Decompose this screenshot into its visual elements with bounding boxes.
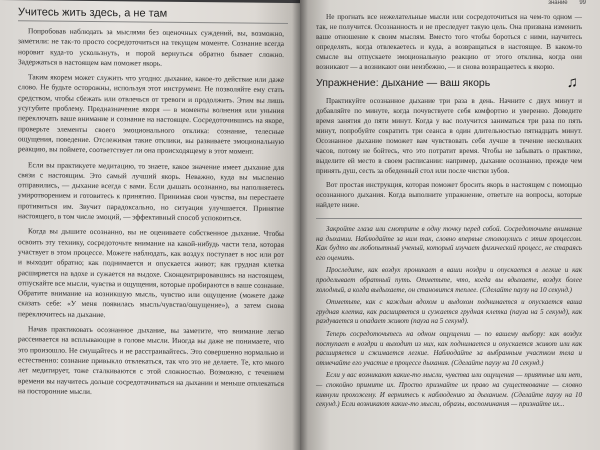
left-paragraph: Если вы практикуете медитацию, то знаете, какое значение имеет дыхание для связи с настоящим. Это самый лучший якорь. Неважно, куда вы мысленно отправились, — дыхание всегда с вами. Если дышать осознанно, вы наполняетесь умиротворением и готовитесь к принятию. Принимая свои чувства, вы перестаете противиться им. Звучит парадоксально, но ситуация улучшается. Принятие настоящего, в том числе эмоций, — эффективный способ успокоиться. — [18, 159, 284, 223]
right-body-text — [316, 12, 582, 413]
right-paragraph: Не прогнать все нежелательные мысли или сосредоточиться на чем-то одном — так, не получится. Осознанность и не преследует такую цель. Она призвана изменить ваше отношение к своим мыслям. Вместо того чтобы бороться с ними, научитесь определять, когда отвлекаетесь и куда, а возвращаться в настоящее. В каком-то смысле вы отпускаете эмоциональную реакцию от этого отклика, когда они возникают — а возникают они неизбежно, — и снова возвращаетесь к якорю. — [316, 13, 582, 71]
instruction-paragraph: Теперь сосредоточьтесь на одном ощущении — по вашему выбору: как воздух поступает в ноздри и выходит из них, как поднимается и опускается живот или как расширяется и сжимается легкие. Наблюдайте за выбранным участком тела и отмечайте его участие в процессе дыхания. (Сделайте паузу на 10 секунд.) — [316, 329, 582, 367]
book-gutter — [292, 0, 308, 450]
left-paragraph: Попробовав наблюдать за мыслями без оценочных суждений, вы, возможно, заметили: не так-то просто сосредоточиться на текущем моменте. Сознание всегда норовит куда-то ускользнуть, и порой вернуться обратно бывает сложно. Задержаться в настоящем вам поможет якорь. — [18, 26, 284, 68]
right-header-text: знание — [548, 0, 568, 6]
right-page — [300, 0, 600, 450]
left-running-header: Учитесь жить здесь, а не там — [18, 6, 288, 24]
page-number: 99 — [579, 0, 586, 6]
left-paragraph: Когда вы дышите осознанно, вы не оцениваете собственное дыхание. Чтобы освоить эту технику, сосредоточьте внимание на какой-нибудь части тела, которая участвует в этом процессе. Можете наблюдать, как воздух поступает в нос или рот и выходит обратно; как поднимается и опускается живот; как грудная клетка расширяется на вдохе и сужается на выдохе. Сконцентрировавшись на настоящем, отпускайте все мысли, чувства и ощущения, которые пробираются в ваше сознание. Обратите внимание на возникшую мысль, чувство или ощущение (можете даже сказать себе: «У меня появилась мысль/чувство/ощущение»), а затем снова переключитесь на дыхание. — [18, 226, 284, 319]
left-body-text — [18, 26, 284, 404]
exercise-instructions — [316, 218, 582, 410]
right-running-header — [310, 0, 586, 6]
right-paragraph: Практикуйте осознанное дыхание три раза в день. Начните с двух минут и добавляйте по минуте, когда почувствуете себя комфортно и уверенно. Доведите время занятия до пяти минут. Когда у вас получится заниматься три раза по пять минут, попробуйте сократить три сеанса в один длительностью пятнадцать минут. Осознанное дыхание поможет вам чувствовать себя лучше в течение нескольких часов, потому не бойтесь, что это потратит время. Чтобы не забывать о практике, выделите ей место в своем расписании: например, дыхание осознанно, прежде чем принять душ, сесть за обеденный стол или после чистки зубов. — [316, 97, 582, 175]
instruction-paragraph: Проследите, как воздух проникает в ваши ноздри и опускается в легкие и как проделывает обратный путь. Отметьте, что, когда вы вдыхаете, воздух более холодный, а когда выдыхаете, он становится теплее. (Сделайте паузу на 10 секунд.) — [316, 266, 582, 294]
right-paragraph: Вот простая инструкция, которая поможет бросить якорь в настоящем с помощью осознанного дыхания. Когда выполните упражнение, ответьте на вопросы, которые найдете ниже. — [316, 181, 582, 209]
left-paragraph: Таким якорем может служить что угодно: дыхание, какое-то действие или даже слово. Не будьте осторожны, используя этот инструмент. Не позволяйте ему стать средством, чтобы сбежать или отвлечься от тревоги и продолжить. Этим вы лишь усугубите проблему. Предназначение якоря — в моменты волнения или уныния переключать ваше внимание и сознание на настоящее. Сосредоточившись на якоре, проверьте элементы своего эмоционального отклика: сознание, телесные ощущения, поведение. Отслеживая такие отклики, вы развиваете эмоциональную реакцию, вы поймете, соответствует ли она происходящему в этот момент. — [18, 72, 284, 156]
exercise-heading — [316, 74, 582, 91]
left-paragraph: Начав практиковать осознанное дыхание, вы заметите, что внимание легко рассеивается на всплывающие в голове мысли. Иногда вы даже не понимаете, что это произошло. Не смущайтесь и не расстраивайтесь. Это совершенно нормально и естественно: сознание привыкло отвлекаться, так что это не делаете. Те, кто много лет медитирует, тоже сталкиваются с этой сложностью. Возможно, с течением времени вы научитесь дольше сосредотачиваться на дыхании и меньше отвлекаться на посторонние мысли. — [18, 324, 284, 396]
instruction-paragraph: Отметьте, как с каждым вдохом и выдохом поднимается и опускается ваша грудная клетка, как расширяется и сужается грудная клетка (пауза на 5 секунд), как раздувается и опадает живот (пауза на 5 секунд). — [316, 298, 582, 326]
exercise-title: Упражнение: дыхание — ваш якорь — [316, 77, 491, 89]
instruction-paragraph: Если у вас возникают какие-то мысли, чувства или ощущения — приятные или нет, — спокойно примите их. Просто признайте их право на существование — словно кивнули прохожему. И вернитесь к наблюдению за дыханием. (Сделайте паузу на 10 секунд.) Если возникают какие-то мысли, образы, воспоминания — признайте их... — [316, 371, 582, 409]
music-note-icon: ♫ — [566, 74, 578, 91]
instruction-paragraph: Закройте глаза или смотрите в одну точку перед собой. Сосредоточьте внимание на дыхании. Наблюдайте за ним так, словно впервые столкнулись с этим процессом. Как будто вы любопытный ученый, который изучает физический процесс, не стараясь его оценить. — [316, 225, 582, 262]
